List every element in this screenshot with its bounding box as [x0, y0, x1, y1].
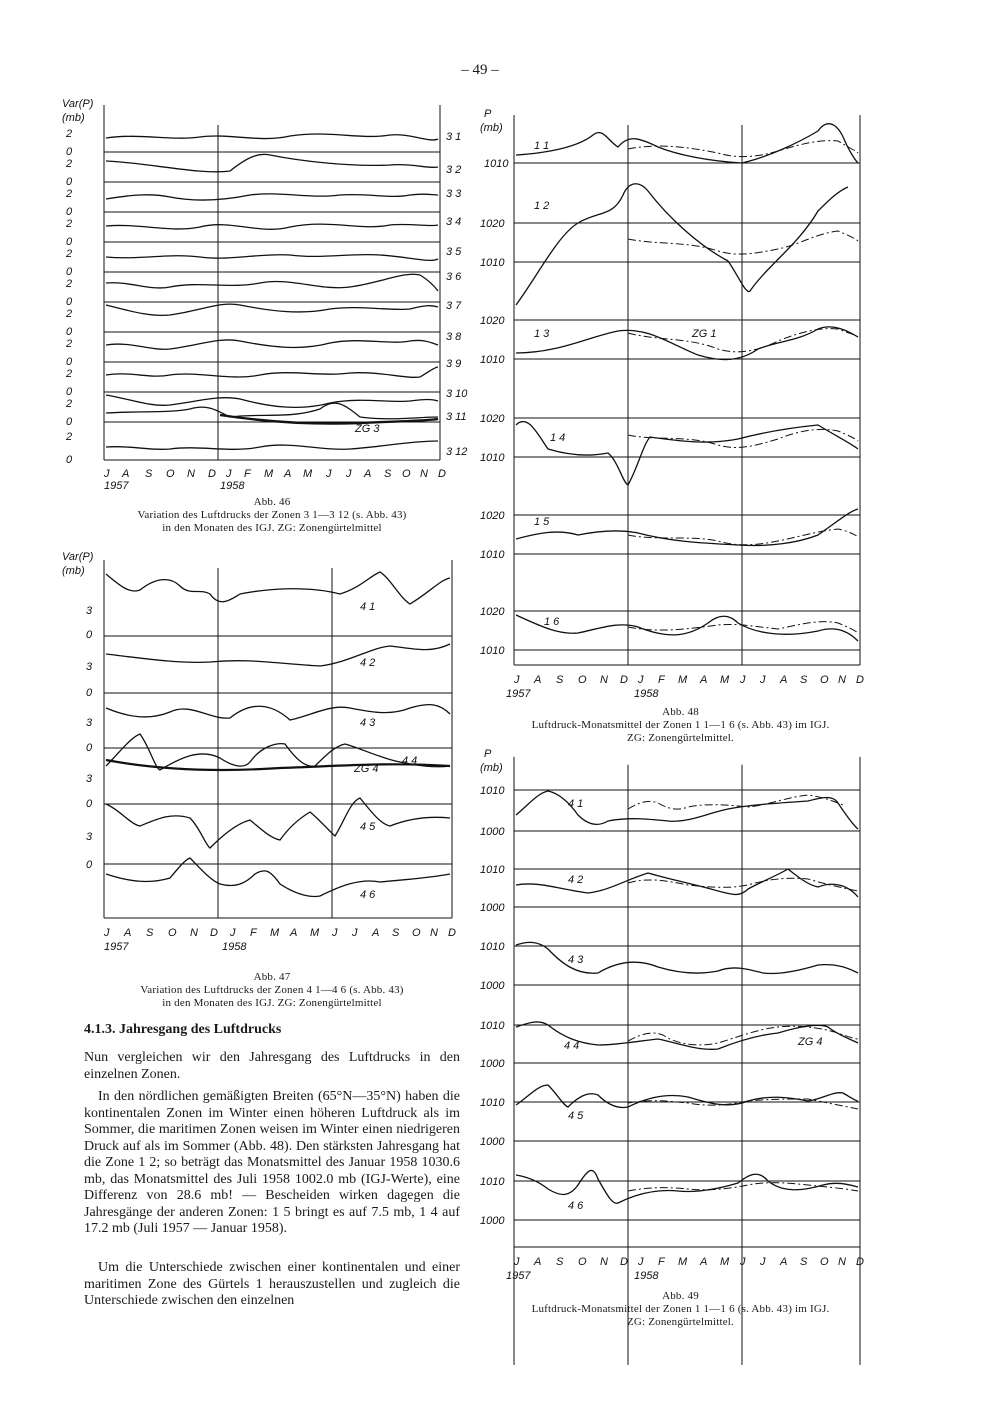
fig49-zg-label: ZG 4 [798, 1036, 823, 1048]
fig48-zone-label: 1 6 [544, 616, 560, 628]
fig49-zone-label: 4 5 [568, 1110, 584, 1122]
fig46-tick-label: 2 [66, 158, 73, 170]
fig48-tick-label: 1020 [480, 510, 505, 522]
fig48-month-label: J [638, 674, 644, 686]
fig46-month-labels [103, 468, 446, 492]
fig46-tick-label: 0 [66, 454, 73, 466]
fig48-month-label: O [820, 674, 829, 686]
fig49-caption-line1: Luftdruck-Monatsmittel der Zonen 1 1—1 6 (s. Abb. 43) im IGJ. [531, 1303, 830, 1315]
fig48-month-label: F [658, 674, 665, 686]
fig47-zone-label: 4 5 [360, 821, 376, 833]
fig46-month-label: M [303, 468, 313, 480]
fig48-caption-line1: Luftdruck-Monatsmittel der Zonen 1 1—1 6 (s. Abb. 43) im IGJ. [531, 719, 830, 731]
paragraph-3: Um die Unterschiede zwischen einer kontinentalen und einer maritimen Zone des Gürtels 1 herauszustellen und zugleich die Unterschiede zwischen den einzelnen [84, 1260, 460, 1308]
fig49-month-label: A [534, 1256, 542, 1268]
figure-46-chart [60, 95, 480, 495]
fig48-zone-label: 1 3 [534, 328, 550, 340]
figure-47-chart [60, 548, 480, 968]
fig49-month-label: N [600, 1256, 608, 1268]
fig48-month-label: A [780, 674, 788, 686]
fig46-month-label: D [438, 468, 446, 480]
fig48-curve-1-6 [516, 615, 858, 641]
fig47-caption-line2: in den Monaten des IGJ. ZG: Zonengürtelmittel [162, 997, 382, 1009]
fig46-ylabel: Var(P) [62, 98, 94, 110]
fig46-tick-label: 2 [66, 248, 73, 260]
fig47-month-label: D [210, 927, 218, 939]
fig48-ylabel: P [484, 108, 492, 120]
fig47-tick-label: 0 [86, 629, 93, 641]
fig47-month-labels [103, 927, 456, 953]
fig49-curve-zg4-a [628, 795, 843, 809]
fig46-tick-label: 0 [66, 296, 73, 308]
fig48-zone-label: 1 2 [534, 200, 550, 212]
fig49-month-label: J [760, 1256, 766, 1268]
fig49-tick-label: 1000 [480, 1136, 505, 1148]
fig48-month-label: O [578, 674, 587, 686]
fig48-tick-label: 1020 [480, 413, 505, 425]
fig49-month-label: O [578, 1256, 587, 1268]
fig49-year-label: 1958 [634, 1270, 659, 1282]
fig47-month-label: J [230, 927, 236, 939]
fig49-zone-label: 4 1 [568, 798, 584, 810]
figure-48-chart [478, 105, 883, 705]
fig46-month-label: J [104, 468, 110, 480]
fig49-curve-4-5 [516, 1085, 858, 1108]
fig46-zone-label: 3 5 [446, 246, 462, 258]
fig46-tick-label: 2 [66, 188, 73, 200]
fig48-caption-line2: ZG: Zonengürtelmittel. [626, 732, 735, 744]
fig47-caption-title: Abb. 47 [253, 971, 291, 983]
fig46-tick-label: 0 [66, 386, 73, 398]
fig49-month-label: J [638, 1256, 644, 1268]
fig48-curve-zg1-d [628, 429, 858, 447]
fig49-tick-label: 1010 [480, 785, 505, 797]
fig46-month-label: N [187, 468, 195, 480]
fig49-caption [478, 1290, 883, 1329]
fig49-tick-label: 1010 [480, 941, 505, 953]
fig46-tick-label: 0 [66, 146, 73, 158]
fig46-zone-label: 3 2 [446, 164, 462, 176]
fig46-year-label: 1958 [220, 480, 245, 492]
fig46-month-label: S [145, 468, 153, 480]
fig49-year-label: 1957 [506, 1270, 531, 1282]
fig49-month-label: J [740, 1256, 746, 1268]
fig49-month-label: D [620, 1256, 628, 1268]
section-heading: 4.1.3. Jahresgang des Luftdrucks [84, 1022, 282, 1037]
fig49-month-label: S [800, 1256, 808, 1268]
fig47-year-label: 1958 [222, 941, 247, 953]
fig47-month-label: O [412, 927, 421, 939]
fig49-month-label: A [700, 1256, 708, 1268]
fig46-tick-label: 0 [66, 206, 73, 218]
fig48-curve-zg1-c [628, 329, 858, 352]
fig47-month-label: N [430, 927, 438, 939]
fig46-curve-3-2 [106, 154, 438, 171]
fig47-month-label: M [310, 927, 320, 939]
fig49-tick-label: 1000 [480, 1058, 505, 1070]
fig47-month-label: A [124, 927, 132, 939]
fig48-tick-label: 1010 [480, 549, 505, 561]
fig47-month-label: J [352, 927, 358, 939]
fig48-tick-label: 1020 [480, 218, 505, 230]
fig49-tick-label: 1000 [480, 980, 505, 992]
fig48-curve-zg1-b [628, 231, 858, 254]
fig46-tick-label: 2 [66, 398, 73, 410]
fig46-curve-3-4 [106, 224, 438, 229]
fig46-caption-title: Abb. 46 [253, 496, 291, 508]
fig48-month-label: A [534, 674, 542, 686]
fig48-caption-title: Abb. 48 [662, 706, 699, 718]
fig47-tick-label: 3 [86, 717, 93, 729]
fig47-tick-label: 0 [86, 742, 93, 754]
fig46-tick-label: 2 [66, 308, 73, 320]
fig46-caption-line2: in den Monaten des IGJ. ZG: Zonengürtelmittel [162, 522, 382, 534]
fig49-tick-label: 1010 [480, 864, 505, 876]
fig46-curve-3-3 [106, 194, 438, 200]
fig49-tick-label: 1010 [480, 1020, 505, 1032]
fig49-caption-title: Abb. 49 [662, 1290, 699, 1302]
fig47-zone-label: 4 3 [360, 717, 376, 729]
fig49-panels [480, 785, 860, 1227]
fig46-zone-label: 3 4 [446, 216, 462, 228]
fig46-month-label: D [208, 468, 216, 480]
fig47-zg-label: ZG 4 [354, 763, 379, 775]
fig49-month-label: O [820, 1256, 829, 1268]
fig46-tick-label: 2 [66, 218, 73, 230]
fig48-zg-label: ZG 1 [692, 328, 717, 340]
fig48-curve-1-5 [516, 509, 858, 546]
fig48-tick-label: 1010 [484, 158, 509, 170]
fig49-month-label: D [856, 1256, 864, 1268]
fig48-month-labels [506, 674, 864, 700]
fig46-zone-label: 3 9 [446, 358, 462, 370]
fig49-curve-4-6 [516, 1170, 858, 1203]
fig46-tick-label: 0 [66, 416, 73, 428]
fig46-curve-3-5 [106, 255, 438, 261]
fig47-tick-label: 3 [86, 773, 93, 785]
fig49-curve-zg4-d [628, 1099, 858, 1109]
fig48-month-label: J [740, 674, 746, 686]
fig46-tick-label: 2 [66, 431, 73, 443]
fig47-month-label: M [270, 927, 280, 939]
fig46-tick-label: 2 [66, 338, 73, 350]
fig49-zone-label: 4 6 [568, 1200, 584, 1212]
fig47-month-label: N [190, 927, 198, 939]
fig49-curve-zg4-c [628, 1026, 858, 1045]
fig48-month-label: J [514, 674, 520, 686]
fig46-tick-label: 0 [66, 266, 73, 278]
fig47-zone-label: 4 4 [402, 755, 418, 767]
fig46-zone-label: 3 6 [446, 271, 462, 283]
fig47-month-label: A [290, 927, 298, 939]
fig49-tick-label: 1010 [480, 1097, 505, 1109]
fig46-month-label: A [284, 468, 292, 480]
fig49-month-label: M [678, 1256, 688, 1268]
fig46-zone-label: 3 12 [446, 446, 468, 458]
fig46-curve-3-10 [106, 395, 438, 407]
fig47-curve-4-5 [106, 798, 450, 848]
fig47-ylabel: Var(P) [62, 551, 94, 563]
fig46-month-label: O [166, 468, 175, 480]
fig47-month-label: J [104, 927, 110, 939]
fig48-tick-label: 1010 [480, 354, 505, 366]
fig46-tick-label: 2 [66, 368, 73, 380]
fig46-tick-label: 0 [66, 356, 73, 368]
fig48-month-label: A [700, 674, 708, 686]
fig48-month-label: N [600, 674, 608, 686]
fig49-zone-label: 4 3 [568, 954, 584, 966]
fig47-month-label: S [146, 927, 154, 939]
fig48-month-label: N [838, 674, 846, 686]
fig46-tick-label: 2 [66, 128, 73, 140]
fig46-month-label: A [364, 468, 372, 480]
fig46-month-label: A [122, 468, 130, 480]
fig47-caption [84, 971, 460, 1010]
fig46-zg-label: ZG 3 [355, 423, 380, 435]
fig46-zone-label: 3 7 [446, 300, 462, 312]
fig46-tick-label: 0 [66, 236, 73, 248]
fig47-yunit: (mb) [62, 565, 85, 577]
fig46-zone-label: 3 8 [446, 331, 462, 343]
fig49-month-label: A [780, 1256, 788, 1268]
fig49-month-label: N [838, 1256, 846, 1268]
fig47-tick-label: 0 [86, 859, 93, 871]
fig46-panels [65, 128, 468, 466]
fig48-month-label: S [556, 674, 564, 686]
paragraph-1: Nun vergleichen wir den Jahresgang des Luftdrucks in den einzelnen Zonen. [84, 1050, 460, 1082]
fig46-zone-label: 3 10 [446, 388, 468, 400]
fig46-month-label: O [402, 468, 411, 480]
fig47-month-label: O [168, 927, 177, 939]
fig46-tick-label: 0 [66, 176, 73, 188]
paragraph-2: In den nördlichen gemäßigten Breiten (65°N—35°N) haben die kontinentalen Zonen im Winter einen höheren Luftdruck als im Sommer, die maritimen Zonen weisen im Winter einen niedrigeren Druck auf als im Sommer (Abb. 48). Den stärksten Jahresgang hat die Zone 1 2; so beträgt das Monatsmittel des Januar 1958 1030.6 mb, das Monatsmittel des Juli 1958 1002.0 mb (IGJ-Werte), eine Differenz von 28.6 mb! — Bescheiden wirken dagegen die Jahresgänge der anderen Zonen: 1 5 bringt es auf 7.5 mb, 1 4 auf 17.2 mb (Juli 1957 — Januar 1958). [84, 1089, 460, 1236]
fig46-month-label: J [326, 468, 332, 480]
fig46-curve-3-6 [106, 274, 438, 291]
fig48-tick-label: 1010 [480, 452, 505, 464]
fig49-tick-label: 1000 [480, 902, 505, 914]
fig49-month-label: M [720, 1256, 730, 1268]
fig47-tick-label: 0 [86, 687, 93, 699]
fig46-month-label: S [384, 468, 392, 480]
fig49-ylabel: P [484, 748, 492, 760]
fig47-tick-label: 0 [86, 798, 93, 810]
fig48-tick-label: 1010 [480, 257, 505, 269]
fig47-zone-label: 4 2 [360, 657, 376, 669]
fig48-year-label: 1958 [634, 688, 659, 700]
fig48-curve-zg1-f [628, 622, 858, 633]
fig46-zone-label: 3 1 [446, 131, 462, 143]
fig48-zone-label: 1 4 [550, 432, 566, 444]
fig46-curve-3-7 [106, 304, 438, 315]
fig46-zone-label: 3 11 [446, 411, 467, 423]
fig46-month-label: J [226, 468, 232, 480]
fig46-month-label: M [264, 468, 274, 480]
fig46-curve-3-9 [106, 367, 438, 377]
fig48-zone-label: 1 1 [534, 140, 550, 152]
fig48-tick-label: 1020 [480, 606, 505, 618]
fig48-month-label: D [620, 674, 628, 686]
fig46-month-label: N [420, 468, 428, 480]
fig47-month-label: A [372, 927, 380, 939]
fig47-curve-4-1 [106, 572, 450, 604]
fig47-year-label: 1957 [104, 941, 129, 953]
fig49-tick-label: 1000 [480, 1215, 505, 1227]
fig48-month-label: M [678, 674, 688, 686]
fig49-zone-label: 4 4 [564, 1040, 580, 1052]
fig49-month-label: J [514, 1256, 520, 1268]
fig47-tick-label: 3 [86, 605, 93, 617]
fig49-yunit: (mb) [480, 762, 503, 774]
fig47-curve-4-2 [106, 644, 450, 666]
fig47-month-label: S [392, 927, 400, 939]
fig49-curve-zg4-e [628, 1183, 858, 1191]
page-number: – 49 – [461, 62, 499, 78]
fig48-panels [480, 124, 860, 657]
fig48-yunit: (mb) [480, 122, 503, 134]
fig47-tick-label: 3 [86, 661, 93, 673]
fig47-month-label: F [250, 927, 257, 939]
fig46-curve-3-1 [106, 134, 438, 140]
fig49-caption-line2: ZG: Zonengürtelmittel. [626, 1316, 735, 1328]
fig47-tick-label: 3 [86, 831, 93, 843]
fig49-curve-4-1 [516, 791, 858, 829]
fig49-month-label: S [556, 1256, 564, 1268]
fig46-curve-3-8 [106, 340, 438, 349]
fig47-month-label: J [332, 927, 338, 939]
fig46-caption-line1: Variation des Luftdrucks der Zonen 3 1—3 12 (s. Abb. 43) [137, 509, 407, 521]
fig49-tick-label: 1000 [480, 826, 505, 838]
fig48-month-label: M [720, 674, 730, 686]
fig46-year-label: 1957 [104, 480, 129, 492]
fig48-year-label: 1957 [506, 688, 531, 700]
fig46-zone-label: 3 3 [446, 188, 462, 200]
fig47-zone-label: 4 1 [360, 601, 376, 613]
fig46-caption [84, 496, 460, 535]
fig48-tick-label: 1010 [480, 645, 505, 657]
fig47-panels [86, 572, 452, 901]
fig48-zone-label: 1 5 [534, 516, 550, 528]
fig47-curve-4-3 [106, 705, 450, 720]
fig47-month-label: D [448, 927, 456, 939]
fig46-tick-label: 2 [66, 278, 73, 290]
fig49-zone-label: 4 2 [568, 874, 584, 886]
fig48-caption [478, 706, 883, 745]
fig47-caption-line1: Variation des Luftdrucks der Zonen 4 1—4 6 (s. Abb. 43) [140, 984, 404, 996]
fig47-zone-label: 4 6 [360, 889, 376, 901]
fig48-month-label: J [760, 674, 766, 686]
fig46-curve-3-12 [106, 441, 438, 449]
fig46-yunit: (mb) [62, 112, 85, 124]
fig48-month-label: S [800, 674, 808, 686]
fig48-month-label: D [856, 674, 864, 686]
fig48-tick-label: 1020 [480, 315, 505, 327]
fig49-month-label: F [658, 1256, 665, 1268]
fig48-curve-zg1-e [628, 529, 858, 545]
fig46-tick-label: 0 [66, 326, 73, 338]
fig46-month-label: F [244, 468, 251, 480]
fig49-tick-label: 1010 [480, 1176, 505, 1188]
fig46-month-label: J [346, 468, 352, 480]
